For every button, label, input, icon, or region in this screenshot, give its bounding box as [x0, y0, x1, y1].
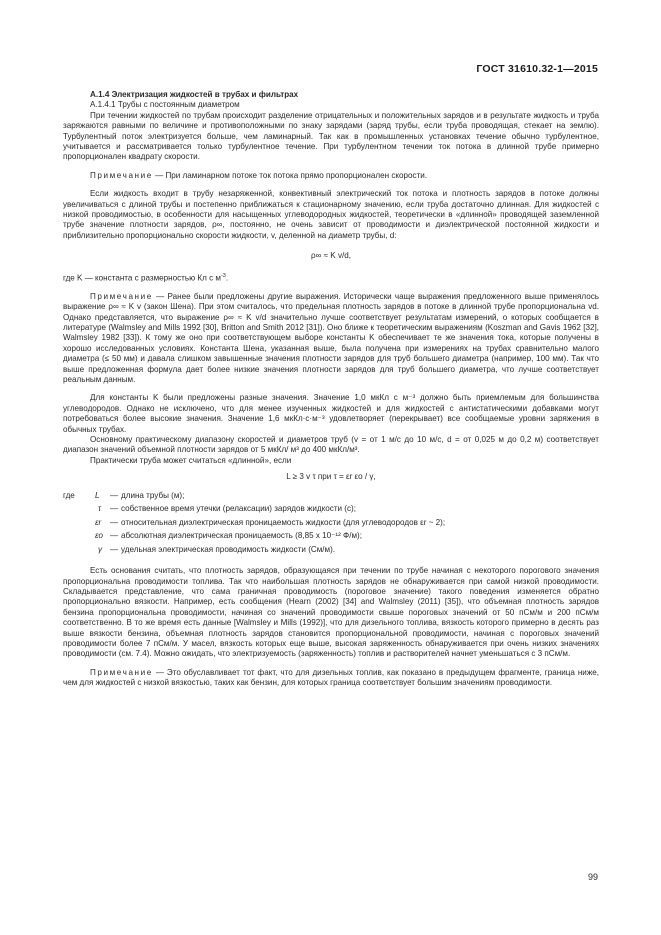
definition-text: длина трубы (м);	[121, 490, 185, 500]
note-text: — Это обуславливает тот факт, что для дизельных топлив, как показано в предыдущем фрагменте, граница ниже, чем для жидкостей с низкой вязкостью, таких как бензин, для которых граница соответствует большим значениям проводимости.	[63, 667, 599, 688]
constant-k-exponent: -3	[220, 272, 226, 279]
paragraph-turbulent-flow: При течении жидкостей по трубам происходит разделение отрицательных и положительных зарядов и в результате жидкость и труба заряжаются равными по величине и противоположными по знаку зарядами (заряд трубы, если труба проводящая, стекает на землю). Турбулентный поток электризуется больше, чем ламинарный. Так как в промышленных установках течение обычно турбулентное, учитывается и рассматривается только турбулентное течение. При турбулентном течении ток потока в длинной трубе примерно пропорционален квадрату скорости.	[63, 110, 599, 162]
definition-dash: —	[110, 544, 119, 554]
definition-dash: —	[110, 531, 119, 541]
note-text: — Ранее были предложены другие выражения. Исторически чаще выражения предложенного выше применялось выражение ρ∞ ≈ K v (закон Шена). При этом считалось, что предельная плотность зарядов в потоке в длинной трубе пропорциональна vd. Однако представляется, что выражение ρ∞ ≈ K v/d значительно лучше соответствует результатам измерений, о которых сообщается в литературе (Walmsley and Mills 1992 [30], Britton and Smith 2012 [31]). Оно ближе к теоретическим выражениям (Koszman and Gavis 1962 [32], Walmsley 1982 [33]). К тому же оно при соответствующем выборе константы K обеспечивает те же значения тока, которые получены в хорошо исследованных условиях. Константа Шена, указанная выше, была получена при измерениях на трубах сравнительно малого диаметра (≤ 50 мм) и давала слишком завышенные значения плотности зарядов для труб большего диаметра (например, 100 мм). Так что выше предложенная формула дает более низкие значения плотности зарядов для труб большего диаметра, что лучше соответствует реальным данным.	[63, 291, 599, 385]
definition-symbol: εr	[95, 517, 102, 527]
definition-dash: —	[110, 490, 119, 500]
definition-symbol: γ	[98, 544, 103, 554]
definition-text: собственное время утечки (релаксации) зарядов жидкости (с);	[121, 504, 356, 514]
definition-symbol: τ	[98, 504, 102, 514]
definition-row	[63, 491, 599, 505]
symbol-definitions	[63, 491, 599, 559]
definition-text: абсолютная диэлектрическая проницаемость (8,85 x 10⁻¹² Ф/м);	[121, 531, 362, 541]
note-label: Примечание	[90, 170, 153, 180]
definition-text: относительная диэлектрическая проницаемость жидкости (для углеводородов εr ~ 2);	[121, 517, 446, 527]
note-diesel	[63, 668, 599, 689]
note-other-expressions	[63, 292, 599, 386]
paragraph-charge-density: Если жидкость входит в трубу незаряженной, конвективный электрический ток потока и плотность зарядов в потоке должны увеличиваться с длиной трубы и постепенно приближаться к стационарному значению, если труба достаточно длинная. Для жидкостей с низкой проводимостью, в особенности для насыщенных углеводородных жидкостей, теоретически в «длинной» проводящей заземленной трубе значение плотности зарядов, ρ∞, постоянно, не очень зависит от проводимости и диэлектрической постоянной жидкости и приблизительно пропорционально скорости жидкости, v, деленной на диаметр трубы, d:	[63, 189, 599, 240]
definition-text: удельная электрическая проводимость жидкости (См/м).	[121, 544, 336, 554]
constant-k-end: .	[225, 273, 229, 283]
definition-row	[63, 504, 599, 518]
definition-row	[63, 531, 599, 545]
constant-k-text: где K — константа с размерностью Кл с м	[63, 273, 221, 283]
document-body	[63, 90, 599, 689]
paragraph-long-pipe: Практически труба может считаться «длинной», если	[90, 455, 292, 465]
where-label: где	[63, 490, 75, 500]
page-number: 99	[587, 872, 598, 882]
paragraph-constant-values: Для константы K были предложены разные значения. Значение 1,0 мкКл с м⁻³ должно быть приемлемым для большинства углеводородов. Однако не исключено, что для менее изученных жидкостей и для жидкостей с антистатическими добавками могут потребоваться более высокие значения. Значение 1,6 мкКл·с·м⁻³ удовлетворяет (перекрывает) все сообщаемые уровни заряжения в обычных трубах.	[63, 393, 599, 434]
formula-charge-density: ρ∞ ≈ K v/d,	[310, 251, 351, 261]
paragraph-conductivity-threshold: Есть основания считать, что плотность зарядов, образующаяся при течении по трубе начиная с некоторого порогового значения пропорциональна проводимости топлива. Так что наибольшая плотность зарядов не обнаруживается при самой низкой проводимости. Складывается представление, что сама граничная проводимость (пороговое значение) такого поведения изменяется обратно пропорционально вязкости. Например, есть сообщения (Hearn (2002) [34] and Walmsley (2011) [35]), что объемная плотность зарядов бензина пропорциональна проводимости, начиная со значений проводимости свыше пороговых значений от 50 пСм/м и 200 пСм/м соответственно. В то же время есть данные [Walmsley и Mills (1992)], что для дизельного топлива, вязкость которого примерно в десять раз выше вязкости бензина, объемная плотность зарядов становится пропорциональной проводимости, начиная с пороговых значений проводимости более 7 пСм/м. У масел, вязкость которых еще выше, высокая заряженность обнаруживается при очень низких значениях проводимости (см. 7.4). Можно ожидать, что электризуемость (заряженность) топлив и растворителей начнет уменьшаться с 3 пСм/м.	[63, 566, 599, 659]
section-heading: А.1.4 Электризация жидкостей в трубах и фильтрах	[90, 90, 299, 99]
document-code: ГОСТ 31610.32-1—2015	[476, 63, 598, 75]
note-label: Примечание	[90, 291, 153, 301]
note-text: — При ламинарном потоке ток потока прямо пропорционален скорости.	[152, 170, 428, 180]
definition-dash: —	[110, 504, 119, 514]
paragraph-constant-k	[63, 271, 599, 284]
definition-dash: —	[110, 517, 119, 527]
note-laminar	[63, 171, 599, 181]
paragraph-velocity-range: Основному практическому диапазону скоростей и диаметров труб (v = от 1 м/с до 10 м/с, d = от 0,025 м до 0,2 м) соответствует диапазон значений объемной плотности зарядов от 5 мкКл/ м³ до 400 мкКл/м³.	[63, 435, 599, 455]
section-subheading: А.1.4.1 Трубы с постоянным диаметром	[90, 100, 240, 110]
formula-long-pipe: L ≥ 3 v τ при τ = εr εo / γ,	[286, 472, 376, 482]
definition-symbol: εo	[95, 531, 104, 541]
note-label: Примечание	[90, 667, 153, 677]
definition-row	[63, 545, 599, 559]
definition-row	[63, 518, 599, 532]
definition-symbol: L	[95, 490, 100, 500]
